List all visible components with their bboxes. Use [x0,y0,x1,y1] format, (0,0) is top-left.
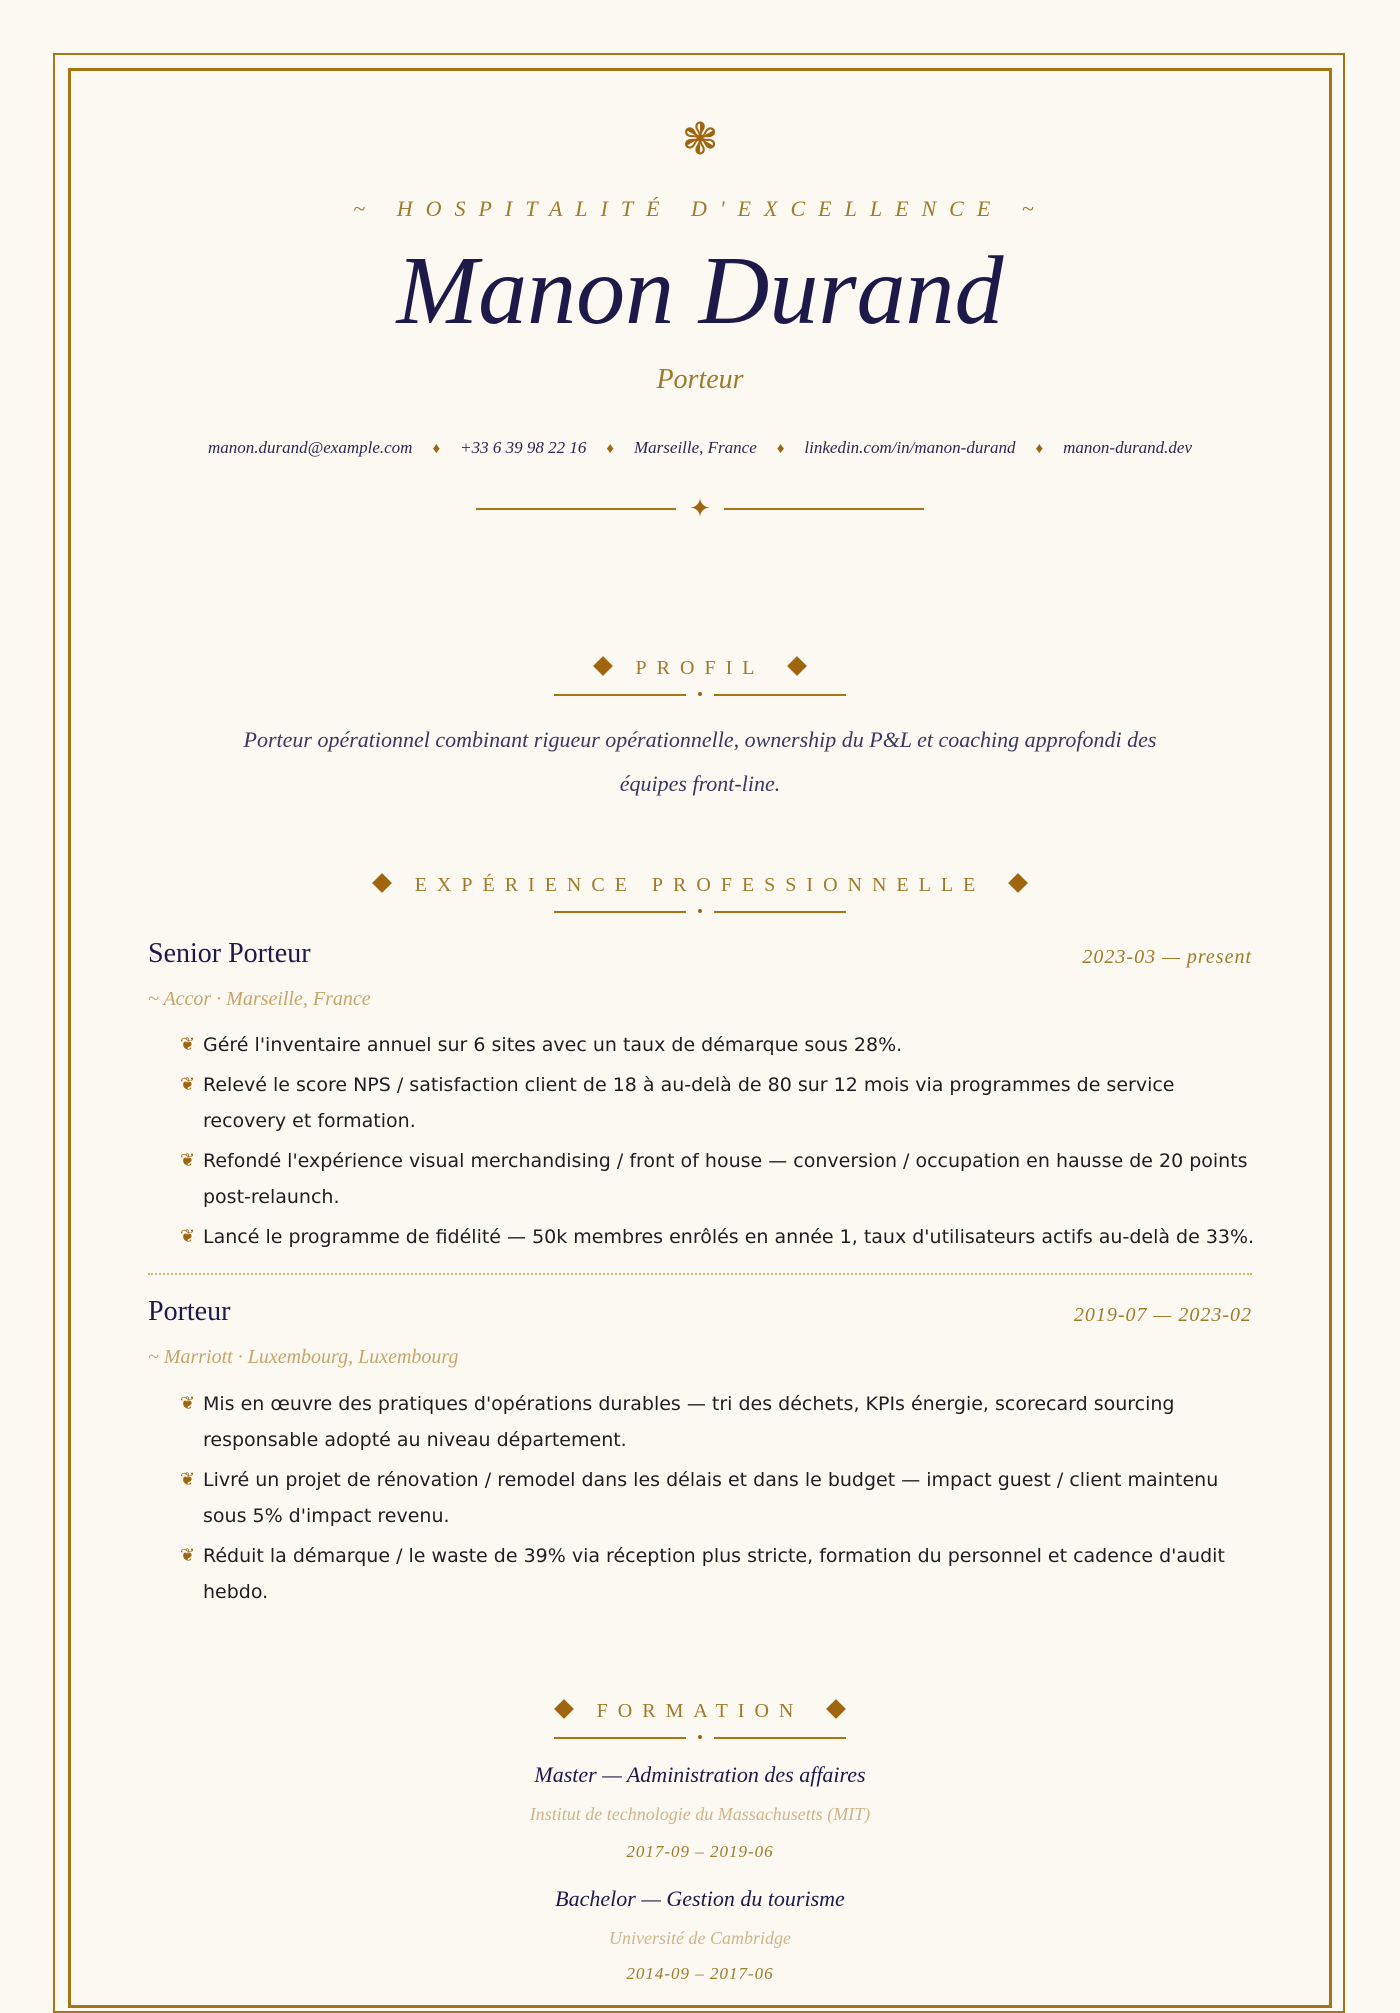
section-rule [554,1733,846,1743]
diamond-icon [554,1700,574,1720]
diamond-separator-icon: ♦ [432,441,441,457]
education-degree: Bachelor — Gestion du tourisme [555,1886,845,1911]
contact-linkedin[interactable]: linkedin.com/in/manon-durand [804,438,1016,457]
profile-summary: Porteur opérationnel combinant rigueur opérationnelle, ownership du P&L et coaching approfondi des équipes front-line. [243,727,1157,796]
education-dates: 2017-09 – 2019-06 [626,1842,774,1861]
job-bullets [180,1386,1260,1614]
flourish-icon: ❃ [681,115,719,164]
floral-bullet-icon: ❦ [180,1034,196,1055]
job-dates: 2019-07 — 2023-02 [1073,1304,1252,1326]
section-title-experience [0,872,1400,898]
header-divider [476,494,924,524]
section-title-education [0,1698,1400,1724]
section-title-text: FORMATION [596,1700,804,1722]
education-degree: Master — Administration des affaires [534,1762,866,1787]
section-title-text: EXPÉRIENCE PROFESSIONNELLE [414,874,986,896]
floral-bullet-icon: ❦ [180,1393,196,1414]
diamond-icon [788,657,808,677]
diamond-separator-icon: ♦ [1035,441,1044,457]
job-title: Senior Porteur [148,938,311,969]
job-separator [148,1273,1252,1275]
contact-phone[interactable]: +33 6 39 98 22 16 [460,438,587,457]
candidate-role: Porteur [656,364,744,395]
job-dates: 2023-03 — present [1082,946,1252,968]
list-item: ❦ Refondé l'expérience visual merchandising / front of house — conversion / occupation en hausse de 20 points post-relaunch. [180,1143,1260,1215]
education-dates: 2014-09 – 2017-06 [626,1964,774,1983]
contact-line [0,438,1400,458]
education-school: Institut de technologie du Massachusetts (MIT) [529,1804,871,1824]
floral-bullet-icon: ❦ [180,1074,196,1095]
job-organization: ~ Accor · Marseille, France [148,988,371,1010]
section-title-text: PROFIL [635,657,765,679]
tagline: ~ HOSPITALITÉ D'EXCELLENCE ~ [353,196,1047,221]
list-item: ❦ Lancé le programme de fidélité — 50k membres enrôlés en année 1, taux d'utilisateurs actifs au-delà de 33%. [180,1219,1260,1255]
candidate-name: Manon Durand [396,237,1004,345]
section-rule [554,907,846,917]
floral-bullet-icon: ❦ [180,1469,196,1490]
section-rule [554,690,846,700]
diamond-icon [1008,874,1028,894]
job-organization: ~ Marriott · Luxembourg, Luxembourg [148,1346,459,1368]
job-title: Porteur [148,1296,231,1327]
divider-line-left [476,508,676,510]
floral-bullet-icon: ❦ [180,1150,196,1171]
floral-bullet-icon: ❦ [180,1226,196,1247]
list-item: ❦ Mis en œuvre des pratiques d'opérations durables — tri des déchets, KPIs énergie, scorecard sourcing responsable adopté au niveau département. [180,1386,1260,1458]
sparkle-icon: ✦ [689,494,711,523]
list-item: ❦ Géré l'inventaire annuel sur 6 sites avec un taux de démarque sous 28%. [180,1027,1260,1063]
list-item: ❦ Relevé le score NPS / satisfaction client de 18 à au-delà de 80 sur 12 mois via programmes de service recovery et formation. [180,1067,1260,1139]
diamond-icon [593,657,613,677]
contact-location: Marseille, France [634,438,757,457]
diamond-separator-icon: ♦ [606,441,614,457]
floral-bullet-icon: ❦ [180,1545,196,1566]
job-bullets [180,1027,1260,1259]
contact-website[interactable]: manon-durand.dev [1063,438,1193,457]
contact-email[interactable]: manon.durand@example.com [207,438,413,457]
divider-line-right [724,508,924,510]
education-school: Université de Cambridge [609,1928,791,1948]
list-item: ❦ Livré un projet de rénovation / remodel dans les délais et dans le budget — impact guest / client maintenu sous 5% d'impact revenu. [180,1462,1260,1534]
diamond-icon [826,1700,846,1720]
section-title-profile [0,655,1400,681]
diamond-icon [372,874,392,894]
list-item: ❦ Réduit la démarque / le waste de 39% via réception plus stricte, formation du personnel et cadence d'audit hebdo. [180,1538,1260,1610]
diamond-separator-icon: ♦ [776,441,785,457]
